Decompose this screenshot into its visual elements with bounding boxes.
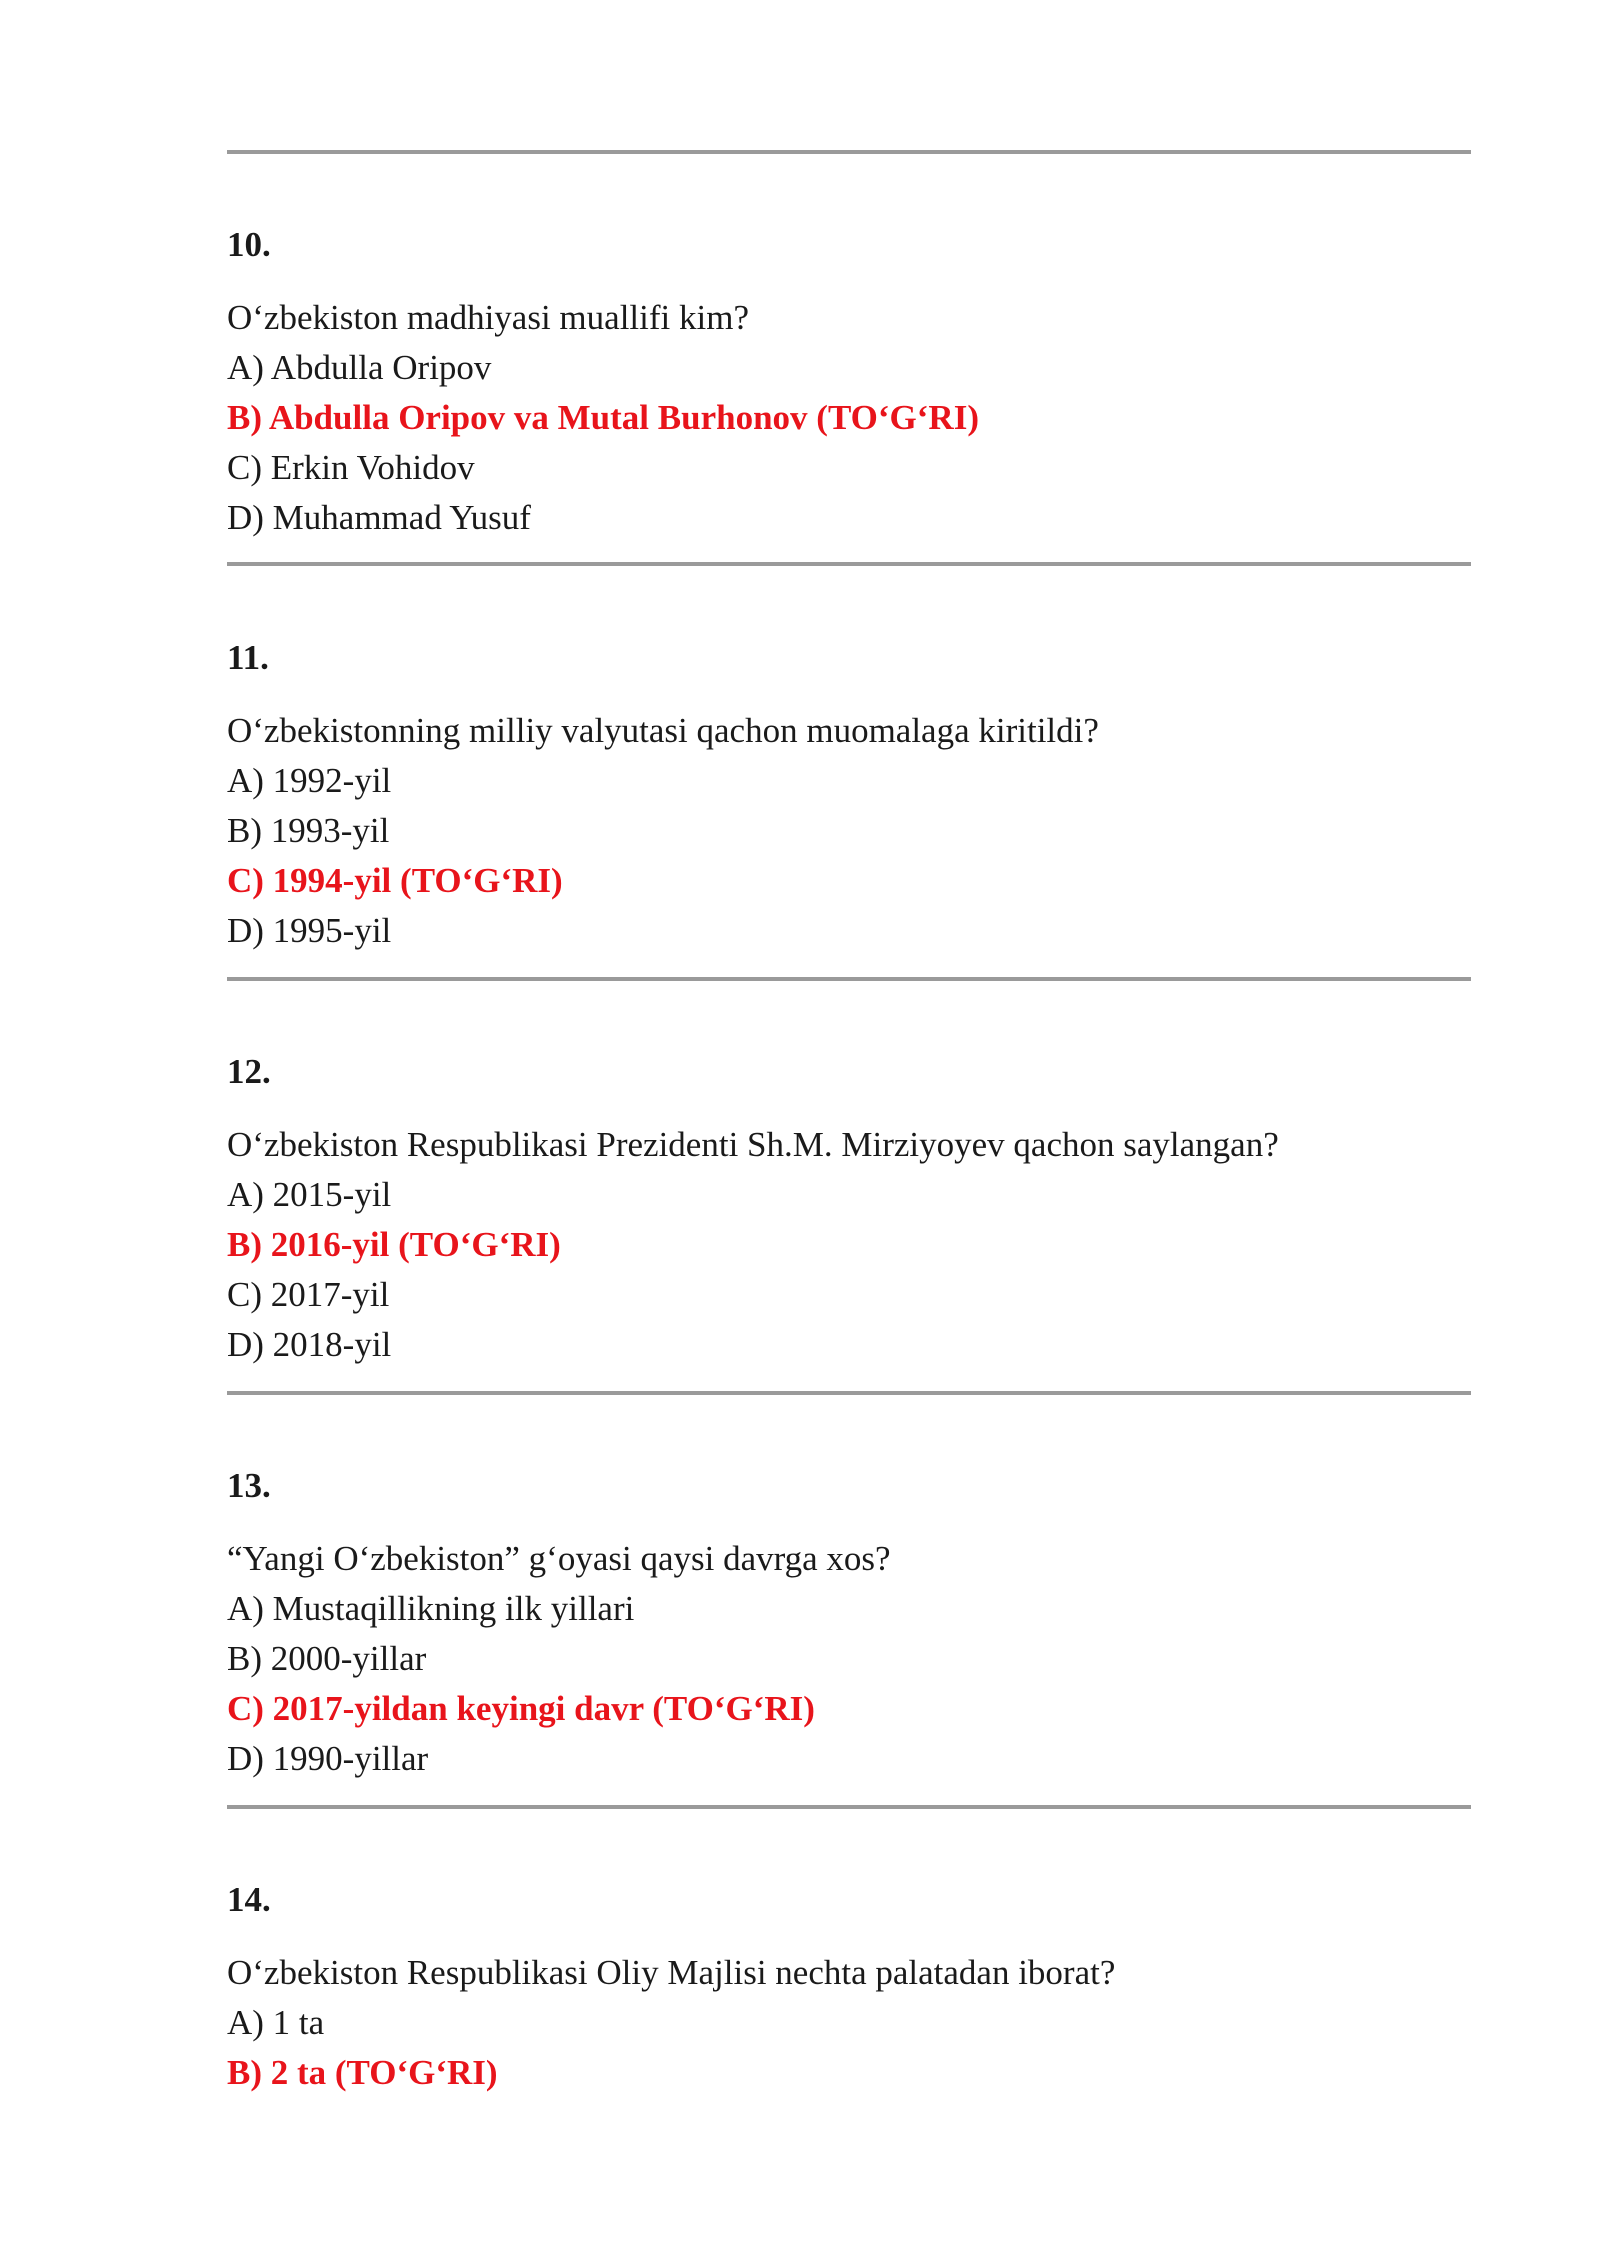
divider xyxy=(227,1805,1471,1809)
answer-option-correct: B) Abdulla Oripov va Mutal Burhonov (TO‘G‘RI) xyxy=(227,398,979,437)
answer-option: A) 1 ta xyxy=(227,2003,325,2042)
answer-option: D) 2018-yil xyxy=(227,1325,392,1364)
question-number: 10. xyxy=(227,225,271,264)
answer-option: C) Erkin Vohidov xyxy=(227,448,475,487)
answer-option: D) 1995-yil xyxy=(227,911,392,950)
question-text: O‘zbekiston Respublikasi Prezidenti Sh.M. Mirziyoyev qachon saylangan? xyxy=(227,1125,1279,1164)
answer-option: D) Muhammad Yusuf xyxy=(227,498,531,537)
answer-option: A) Abdulla Oripov xyxy=(227,348,492,387)
answer-option: B) 1993-yil xyxy=(227,811,390,850)
answer-option-correct: C) 1994-yil (TO‘G‘RI) xyxy=(227,861,563,900)
answer-option: B) 2000-yillar xyxy=(227,1639,427,1678)
question-text: O‘zbekistonning milliy valyutasi qachon muomalaga kiritildi? xyxy=(227,711,1099,750)
answer-option: A) 2015-yil xyxy=(227,1175,392,1214)
question-number: 11. xyxy=(227,638,269,677)
answer-options xyxy=(227,1584,1471,1784)
question-text: O‘zbekiston Respublikasi Oliy Majlisi nechta palatadan iborat? xyxy=(227,1953,1116,1992)
question-12 xyxy=(227,1052,1471,1370)
question-13 xyxy=(227,1466,1471,1784)
divider xyxy=(227,977,1471,981)
document-page xyxy=(227,0,1471,2262)
answer-options xyxy=(227,343,1471,543)
question-number: 12. xyxy=(227,1052,271,1091)
question-text: O‘zbekiston madhiyasi muallifi kim? xyxy=(227,298,749,337)
question-text: “Yangi O‘zbekiston” g‘oyasi qaysi davrga xos? xyxy=(227,1539,891,1578)
answer-option: C) 2017-yil xyxy=(227,1275,390,1314)
divider xyxy=(227,562,1471,566)
answer-option-correct: B) 2 ta (TO‘G‘RI) xyxy=(227,2053,498,2092)
question-number: 14. xyxy=(227,1880,271,1919)
question-number: 13. xyxy=(227,1466,271,1505)
answer-option-correct: B) 2016-yil (TO‘G‘RI) xyxy=(227,1225,561,1264)
question-10 xyxy=(227,225,1471,543)
answer-options xyxy=(227,1170,1471,1370)
answer-option: A) 1992-yil xyxy=(227,761,392,800)
question-14 xyxy=(227,1880,1471,2098)
answer-option: D) 1990-yillar xyxy=(227,1739,429,1778)
answer-options xyxy=(227,1998,1471,2098)
answer-option-correct: C) 2017-yildan keyingi davr (TO‘G‘RI) xyxy=(227,1689,815,1728)
question-11 xyxy=(227,638,1471,956)
divider xyxy=(227,150,1471,154)
divider xyxy=(227,1391,1471,1395)
answer-option: A) Mustaqillikning ilk yillari xyxy=(227,1589,635,1628)
answer-options xyxy=(227,756,1471,956)
